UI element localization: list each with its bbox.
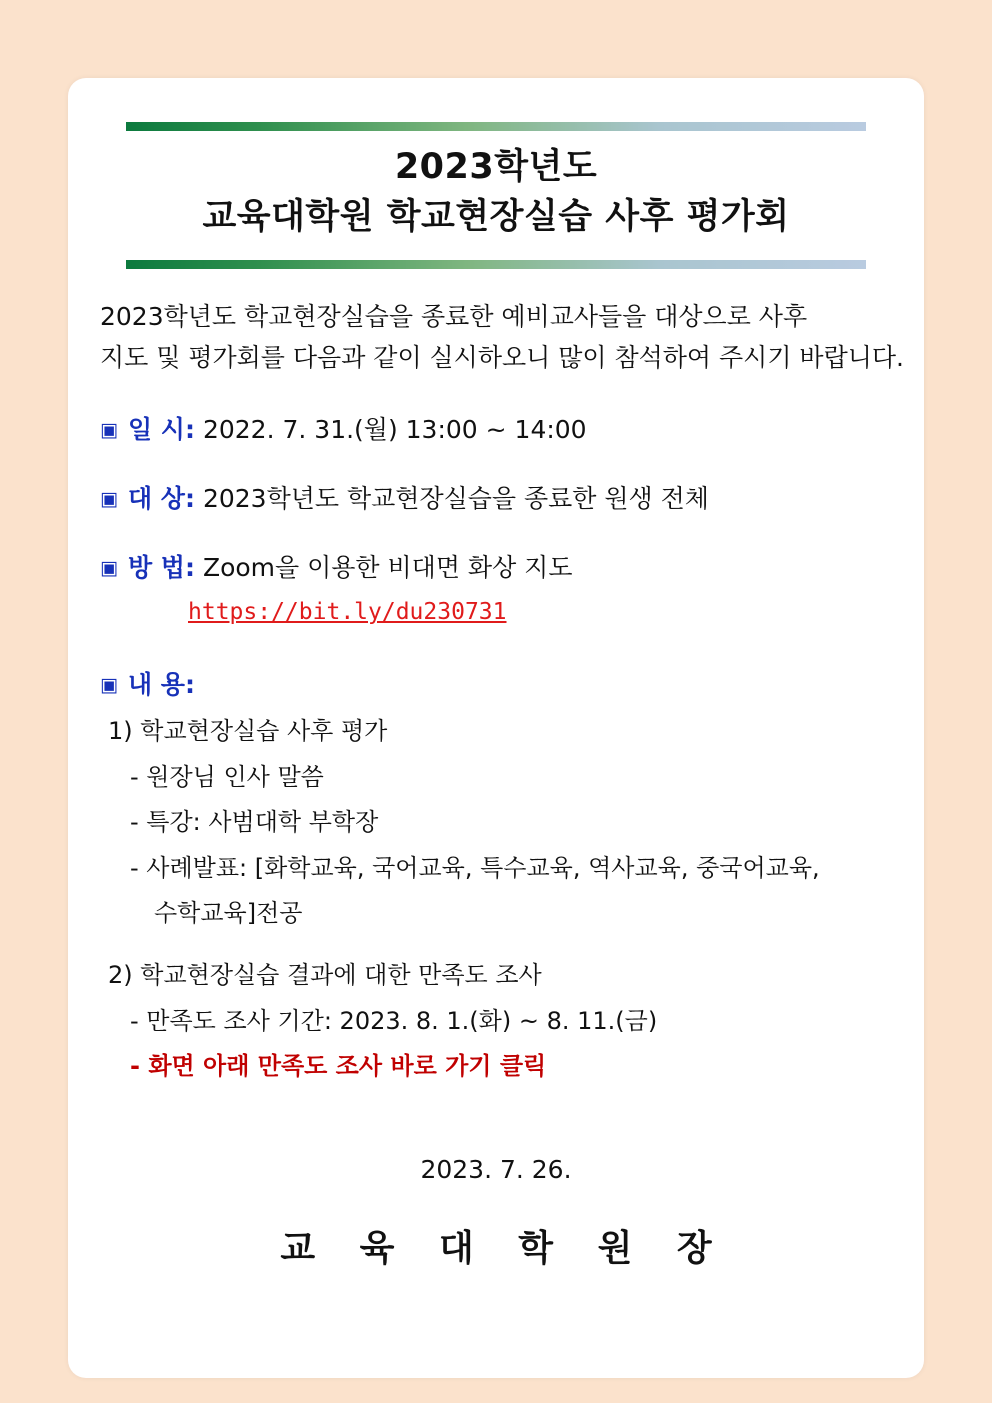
title-line-1: 2023학년도 xyxy=(394,147,598,187)
square-bullet-icon: ▣ xyxy=(100,488,118,511)
info-label-datetime: 일 시: xyxy=(127,415,195,445)
info-row-method xyxy=(96,550,896,585)
divider-top xyxy=(126,122,866,131)
info-label-method: 방 법: xyxy=(127,553,195,583)
notice-card xyxy=(68,78,924,1378)
content-item-6: 2) 학교현장실습 결과에 대한 만족도 조사 xyxy=(108,961,542,990)
square-bullet-icon: ▣ xyxy=(100,674,118,697)
info-row-audience xyxy=(96,481,896,516)
content-item-1: 1) 학교현장실습 사후 평가 xyxy=(108,717,388,746)
divider-bottom xyxy=(126,260,866,269)
info-row-content xyxy=(96,667,896,702)
content-item-4: - 사례발표: [화학교육, 국어교육, 특수교육, 역사교육, 중국어교육, xyxy=(130,853,820,882)
page-title xyxy=(96,131,896,252)
square-bullet-icon: ▣ xyxy=(100,557,118,580)
square-bullet-icon: ▣ xyxy=(100,419,118,442)
notice-inner xyxy=(68,78,924,1378)
info-value-datetime: 2022. 7. 31.(월) 13:00 ~ 14:00 xyxy=(202,415,587,445)
zoom-meeting-link[interactable]: https://bit.ly/du230731 xyxy=(188,599,507,626)
content-item-2: - 원장님 인사 말씀 xyxy=(130,762,324,791)
content-item-5: 수학교육]전공 xyxy=(154,898,303,927)
content-item-3: - 특강: 사범대학 부학장 xyxy=(130,808,379,837)
info-value-audience: 2023학년도 학교현장실습을 종료한 원생 전체 xyxy=(202,484,709,514)
zoom-link-row[interactable] xyxy=(96,597,896,625)
info-value-method: Zoom을 이용한 비대면 화상 지도 xyxy=(202,553,573,583)
intro-paragraph xyxy=(96,297,904,378)
issue-date: 2023. 7. 26. xyxy=(420,1154,572,1184)
signature-line: 교 육 대 학 원 장 xyxy=(280,1227,728,1269)
content-item-7: - 만족도 조사 기간: 2023. 8. 1.(화) ~ 8. 11.(금) xyxy=(130,1006,658,1035)
info-row-datetime xyxy=(96,412,896,447)
content-item-8: - 화면 아래 만족도 조사 바로 가기 클릭 xyxy=(130,1052,547,1081)
info-label-audience: 대 상: xyxy=(127,484,195,514)
title-line-2: 교육대학원 학교현장실습 사후 평가회 xyxy=(202,196,790,237)
info-label-content: 내 용: xyxy=(127,670,195,700)
intro-line-2: 지도 및 평가회를 다음과 같이 실시하오니 많이 참석하여 주시기 바랍니다. xyxy=(100,342,904,372)
intro-line-1: 2023학년도 학교현장실습을 종료한 예비교사들을 대상으로 사후 xyxy=(100,302,808,332)
